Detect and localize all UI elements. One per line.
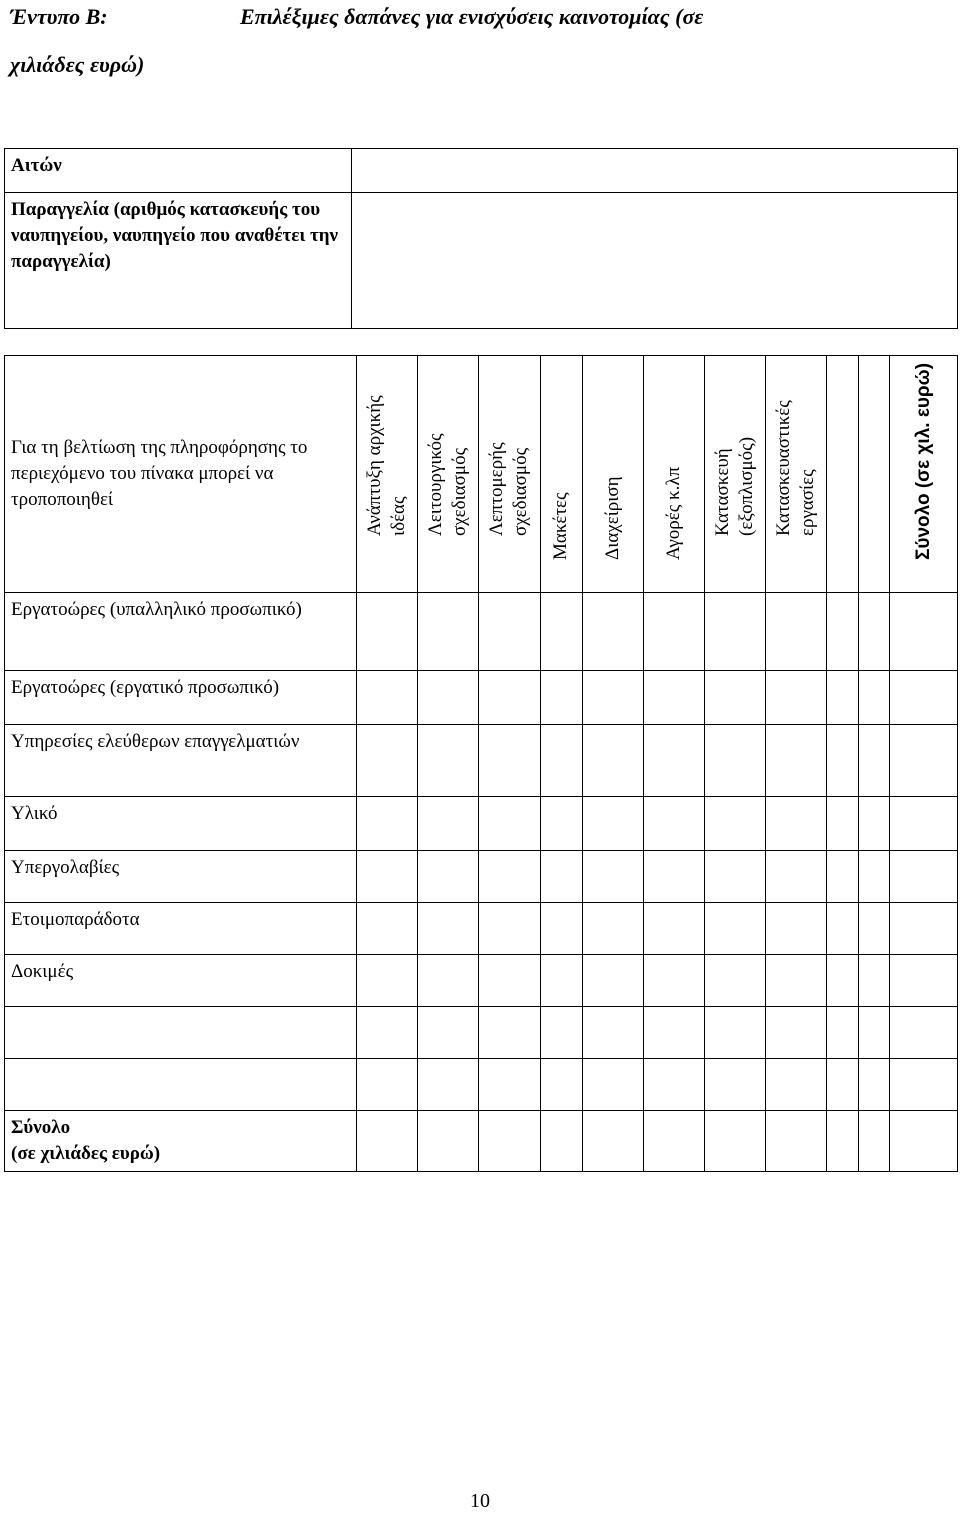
applicant-label: Αιτών <box>5 149 352 193</box>
row-label <box>5 1059 357 1111</box>
table-row <box>5 797 958 851</box>
cost-cell[interactable] <box>766 593 827 671</box>
column-header-row <box>5 356 958 593</box>
cost-cell[interactable] <box>582 671 643 725</box>
cost-cell[interactable] <box>890 671 958 725</box>
column-header-10 <box>890 356 958 593</box>
cost-cell[interactable] <box>643 1007 704 1059</box>
table-note <box>5 356 357 593</box>
cost-cell[interactable] <box>540 593 582 671</box>
cost-cell[interactable] <box>766 1059 827 1111</box>
cost-cell[interactable] <box>766 851 827 903</box>
cost-cell[interactable] <box>582 903 643 955</box>
cost-cell[interactable] <box>890 955 958 1007</box>
cost-cell[interactable] <box>540 725 582 797</box>
cost-cell[interactable] <box>582 725 643 797</box>
total-cell[interactable] <box>479 1111 540 1172</box>
column-header-line: Αγορές κ.λπ <box>662 466 684 560</box>
cost-cell[interactable] <box>582 593 643 671</box>
cost-cell[interactable] <box>858 725 890 797</box>
column-header-7 <box>766 356 827 593</box>
cost-cell[interactable] <box>582 1059 643 1111</box>
applicant-info-table <box>4 148 958 329</box>
column-header-label <box>601 476 625 560</box>
column-header-6 <box>704 356 765 593</box>
total-label <box>5 1111 357 1172</box>
cost-cell[interactable] <box>704 903 765 955</box>
cost-cell[interactable] <box>766 1007 827 1059</box>
column-header-label <box>363 395 411 536</box>
cost-cell[interactable] <box>540 797 582 851</box>
cost-cell[interactable] <box>858 797 890 851</box>
cost-cell[interactable] <box>890 725 958 797</box>
cost-cell[interactable] <box>540 851 582 903</box>
cost-cell[interactable] <box>827 955 859 1007</box>
total-cell[interactable] <box>540 1111 582 1172</box>
cost-cell[interactable] <box>704 851 765 903</box>
total-row <box>5 1111 958 1172</box>
column-header-line: σχεδιασμός <box>510 447 532 536</box>
row-label: Ετοιμοπαράδοτα <box>5 903 357 955</box>
column-header-5 <box>643 356 704 593</box>
cost-cell[interactable] <box>827 903 859 955</box>
cost-cell[interactable] <box>643 903 704 955</box>
cost-cell[interactable] <box>582 851 643 903</box>
cost-cell[interactable] <box>890 797 958 851</box>
cost-cell[interactable] <box>418 1007 479 1059</box>
total-cell[interactable] <box>858 1111 890 1172</box>
cost-cell[interactable] <box>704 1007 765 1059</box>
cost-cell[interactable] <box>890 1059 958 1111</box>
cost-cell[interactable] <box>643 725 704 797</box>
cost-cell[interactable] <box>357 797 418 851</box>
row-label: Εργατοώρες (υπαλληλικό προσωπικό) <box>5 593 357 671</box>
cost-cell[interactable] <box>357 955 418 1007</box>
cost-cell[interactable] <box>890 903 958 955</box>
total-cell[interactable] <box>643 1111 704 1172</box>
cost-cell[interactable] <box>766 671 827 725</box>
cost-cell[interactable] <box>357 671 418 725</box>
cost-cell[interactable] <box>858 593 890 671</box>
cost-cell[interactable] <box>479 725 540 797</box>
cost-cell[interactable] <box>827 593 859 671</box>
cost-cell[interactable] <box>357 725 418 797</box>
column-header-line: Διαχείριση <box>601 476 623 560</box>
form-label: Έντυπο Β: <box>10 4 108 29</box>
column-header-label <box>711 437 759 536</box>
cost-cell[interactable] <box>827 797 859 851</box>
cost-cell[interactable] <box>540 955 582 1007</box>
form-title-continuation: χιλιάδες ευρώ) <box>10 52 145 77</box>
order-label: Παραγγελία (αριθμός κατασκευής του ναυπηγείου, ναυπηγείο που αναθέτει την παραγγελία) <box>5 193 352 329</box>
total-cell[interactable] <box>704 1111 765 1172</box>
cost-cell[interactable] <box>479 1007 540 1059</box>
cost-cell[interactable] <box>890 1007 958 1059</box>
total-cell[interactable] <box>890 1111 958 1172</box>
cost-cell[interactable] <box>479 903 540 955</box>
total-cell[interactable] <box>766 1111 827 1172</box>
column-header-2 <box>479 356 540 593</box>
column-header-8 <box>827 356 859 593</box>
cost-cell[interactable] <box>582 797 643 851</box>
column-header-label <box>912 363 936 560</box>
total-label-line: (σε χιλιάδες ευρώ) <box>11 1143 161 1164</box>
cost-cell[interactable] <box>418 671 479 725</box>
cost-cell[interactable] <box>704 955 765 1007</box>
column-header-0 <box>357 356 418 593</box>
table-row <box>5 903 958 955</box>
cost-cell[interactable] <box>643 955 704 1007</box>
cost-cell[interactable] <box>643 593 704 671</box>
cost-cell[interactable] <box>858 1059 890 1111</box>
column-header-label <box>485 442 533 536</box>
cost-cell[interactable] <box>643 797 704 851</box>
column-header-line: σχεδιασμός <box>449 447 471 536</box>
cost-cell[interactable] <box>704 593 765 671</box>
cost-cell[interactable] <box>704 797 765 851</box>
cost-cell[interactable] <box>418 851 479 903</box>
cost-cell[interactable] <box>704 1059 765 1111</box>
column-header-line: (εξοπλισμός) <box>736 436 758 536</box>
cost-cell[interactable] <box>858 671 890 725</box>
total-cell[interactable] <box>827 1111 859 1172</box>
order-value-cell[interactable] <box>352 193 958 329</box>
cost-cell[interactable] <box>643 1059 704 1111</box>
cost-cell[interactable] <box>766 725 827 797</box>
table-row <box>5 593 958 671</box>
cost-cell[interactable] <box>890 593 958 671</box>
cost-cell[interactable] <box>643 851 704 903</box>
cost-cell[interactable] <box>540 1007 582 1059</box>
cost-cell[interactable] <box>766 903 827 955</box>
cost-cell[interactable] <box>858 851 890 903</box>
cost-cell[interactable] <box>827 851 859 903</box>
total-label-line: Σύνολο <box>11 1117 71 1138</box>
cost-cell[interactable] <box>418 725 479 797</box>
column-header-line: Μακέτες <box>550 492 572 560</box>
column-header-4 <box>582 356 643 593</box>
table-row <box>5 725 958 797</box>
row-label: Υπηρεσίες ελεύθερων επαγγελματιών <box>5 725 357 797</box>
page-number: 10 <box>470 1490 490 1512</box>
cost-cell[interactable] <box>540 903 582 955</box>
table-row <box>5 851 958 903</box>
cost-cell[interactable] <box>643 671 704 725</box>
column-header-line: Ανάπτυξη αρχικής <box>364 395 386 536</box>
cost-cell[interactable] <box>418 593 479 671</box>
cost-cell[interactable] <box>890 851 958 903</box>
total-cell[interactable] <box>418 1111 479 1172</box>
form-title: Επιλέξιμες δαπάνες για ενισχύσεις καινοτομίας (σε <box>240 4 704 29</box>
column-header-line: Κατασκευή <box>712 448 734 536</box>
cost-cell[interactable] <box>357 1059 418 1111</box>
table-row <box>5 1007 958 1059</box>
cost-cell[interactable] <box>858 903 890 955</box>
row-label <box>5 1007 357 1059</box>
cost-cell[interactable] <box>766 797 827 851</box>
cost-cell[interactable] <box>418 1059 479 1111</box>
column-header-label <box>424 433 472 536</box>
column-header-line: εργασίες <box>797 469 819 536</box>
row-label: Υπεργολαβίες <box>5 851 357 903</box>
cost-cell[interactable] <box>540 671 582 725</box>
column-header-line: Λειτουργικός <box>425 433 447 536</box>
column-header-label <box>549 492 573 560</box>
column-header-1 <box>418 356 479 593</box>
cost-cell[interactable] <box>357 593 418 671</box>
row-label: Δοκιμές <box>5 955 357 1007</box>
column-header-label <box>772 400 820 536</box>
cost-cell[interactable] <box>479 1059 540 1111</box>
cost-cell[interactable] <box>858 955 890 1007</box>
cost-cell[interactable] <box>582 955 643 1007</box>
cost-cell[interactable] <box>766 955 827 1007</box>
cost-cell[interactable] <box>827 1059 859 1111</box>
eligible-costs-table <box>4 355 958 1172</box>
column-header-line: Σύνολο (σε χιλ. ευρώ) <box>912 362 934 560</box>
table-row <box>5 955 958 1007</box>
cost-cell[interactable] <box>418 955 479 1007</box>
cost-cell[interactable] <box>479 797 540 851</box>
cost-cell[interactable] <box>827 1007 859 1059</box>
table-row <box>5 1059 958 1111</box>
cost-cell[interactable] <box>540 1059 582 1111</box>
column-header-9 <box>858 356 890 593</box>
column-header-line: Κατασκευαστικές <box>773 400 795 536</box>
cost-cell[interactable] <box>479 593 540 671</box>
column-header-line: ιδέας <box>388 496 410 536</box>
table-note-text: Για τη βελτίωση της πληροφόρησης το περιεχόμενο του πίνακα μπορεί να τροποποιηθεί <box>11 437 308 510</box>
cost-cell[interactable] <box>357 851 418 903</box>
total-cell[interactable] <box>582 1111 643 1172</box>
cost-cell[interactable] <box>479 671 540 725</box>
cost-cell[interactable] <box>479 955 540 1007</box>
cost-cell[interactable] <box>418 797 479 851</box>
column-header-3 <box>540 356 582 593</box>
cost-cell[interactable] <box>704 671 765 725</box>
row-label: Υλικό <box>5 797 357 851</box>
table-row <box>5 671 958 725</box>
cost-cell[interactable] <box>582 1007 643 1059</box>
cost-cell[interactable] <box>858 1007 890 1059</box>
cost-cell[interactable] <box>418 903 479 955</box>
cost-cell[interactable] <box>827 671 859 725</box>
cost-cell[interactable] <box>357 1007 418 1059</box>
column-header-line: Λεπτομερής <box>486 442 508 536</box>
total-cell[interactable] <box>357 1111 418 1172</box>
cost-cell[interactable] <box>827 725 859 797</box>
row-label: Εργατοώρες (εργατικό προσωπικό) <box>5 671 357 725</box>
cost-cell[interactable] <box>357 903 418 955</box>
cost-cell[interactable] <box>704 725 765 797</box>
column-header-label <box>662 467 686 560</box>
applicant-value-cell[interactable] <box>352 149 958 193</box>
cost-cell[interactable] <box>479 851 540 903</box>
